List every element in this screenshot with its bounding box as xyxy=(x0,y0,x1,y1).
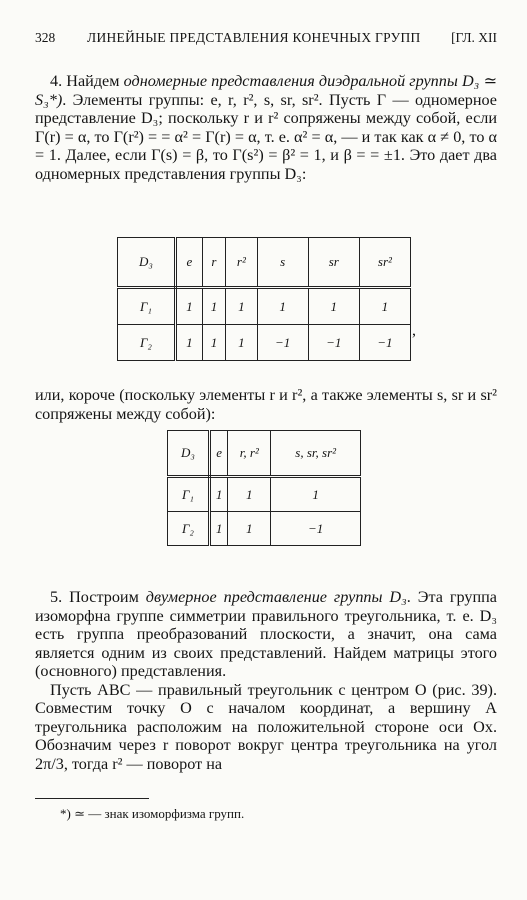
footnote-rule xyxy=(35,798,149,799)
table-cell: 1 xyxy=(257,288,308,325)
table-header-cell: D₃ xyxy=(168,431,210,477)
table-row-label: Γ₂ xyxy=(118,325,176,361)
table-header-cell: r xyxy=(202,238,226,288)
table-cell: 1 xyxy=(226,288,257,325)
representations-table-full xyxy=(117,237,411,361)
table-header-cell: e xyxy=(176,238,203,288)
table-cell: 1 xyxy=(202,325,226,361)
table-cell: 1 xyxy=(176,288,203,325)
table-cell: −1 xyxy=(271,512,361,546)
table-header-cell: r² xyxy=(226,238,257,288)
table-header-cell: sr xyxy=(308,238,359,288)
middle-text: или, короче (поскольку элементы r и r², а также элементы s, sr и sr² сопряжены между собой): xyxy=(35,386,497,423)
table-header-cell: sr² xyxy=(359,238,410,288)
table-row xyxy=(118,288,411,325)
middle-paragraph xyxy=(35,386,497,423)
table-cell: 1 xyxy=(308,288,359,325)
page-number: 328 xyxy=(35,30,56,45)
section-4-lead: 4. Найдем xyxy=(50,72,124,90)
table-header-cell: e xyxy=(210,431,228,477)
table-cell: 1 xyxy=(359,288,410,325)
running-header xyxy=(35,30,497,48)
table-header-cell: D₃ xyxy=(118,238,176,288)
table-row xyxy=(118,325,411,361)
table-cell: −1 xyxy=(308,325,359,361)
section-5-lead: 5. Построим xyxy=(50,588,146,606)
table-cell: −1 xyxy=(257,325,308,361)
table-header-cell: s, sr, sr² xyxy=(271,431,361,477)
table-cell: 1 xyxy=(271,477,361,512)
representations-table-short xyxy=(167,430,361,546)
table-cell: 1 xyxy=(226,325,257,361)
footnote: *) ≃ — знак изоморфизма групп. xyxy=(60,806,245,821)
table-cell: 1 xyxy=(210,512,228,546)
table-header-cell: r, r² xyxy=(228,431,271,477)
table-header-row xyxy=(168,431,361,477)
table-cell: 1 xyxy=(228,477,271,512)
table-cell: 1 xyxy=(228,512,271,546)
section-4-text: . Элементы группы: e, r, r², s, sr, sr². Пусть Γ — одномерное представление D₃; поскольку r и r² сопряжены между собой, если Γ(r) = α, то Γ(r²) = = α² = Γ(r) = α, т. е. α² = α, — и так как α ≠ 0, то α = 1. Далее, если Γ(s) = β, то Γ(s²) = β² = 1, и β = = ±1. Это дает два одномерных представления группы D₃: xyxy=(35,90,497,183)
section-4-paragraph xyxy=(35,72,497,183)
table-row-label: Γ₂ xyxy=(168,512,210,546)
section-5-paragraph-2: Пусть ABC — правильный треугольник с центром O (рис. 39). Совместим точку O с началом координат, а вершину A треугольника расположим на положительной стороне оси Ox. Обозначим через r поворот вокруг центра треугольника на угол 2π/3, тогда r² — поворот на xyxy=(35,680,497,773)
table-cell: 1 xyxy=(210,477,228,512)
section-4-title: одномерные представления диэдральной группы D₃ ≃ S₃*) xyxy=(35,72,498,109)
section-5-title: двумерное представление группы D₃ xyxy=(145,588,407,606)
table-cell: 1 xyxy=(202,288,226,325)
chapter-label: [ГЛ. XII xyxy=(451,30,497,45)
section-5-text: . Эта группа изоморфна группе симметрии правильного треугольника, т. е. D₃ есть группа преобразований плоскости, а значит, она сама является одним из своих представлений. Найдем матрицы этого (основного) представления. xyxy=(35,588,497,680)
section-5-paragraph xyxy=(35,588,497,773)
running-title: ЛИНЕЙНЫЕ ПРЕДСТАВЛЕНИЯ КОНЕЧНЫХ ГРУПП xyxy=(87,30,421,45)
table-header-cell: s xyxy=(257,238,308,288)
table-header-row xyxy=(118,238,411,288)
table-cell: −1 xyxy=(359,325,410,361)
table-row xyxy=(168,477,361,512)
table-row xyxy=(168,512,361,546)
table-cell: 1 xyxy=(176,325,203,361)
table-trailing-comma: , xyxy=(412,322,416,339)
table-row-label: Γ₁ xyxy=(118,288,176,325)
table-row-label: Γ₁ xyxy=(168,477,210,512)
